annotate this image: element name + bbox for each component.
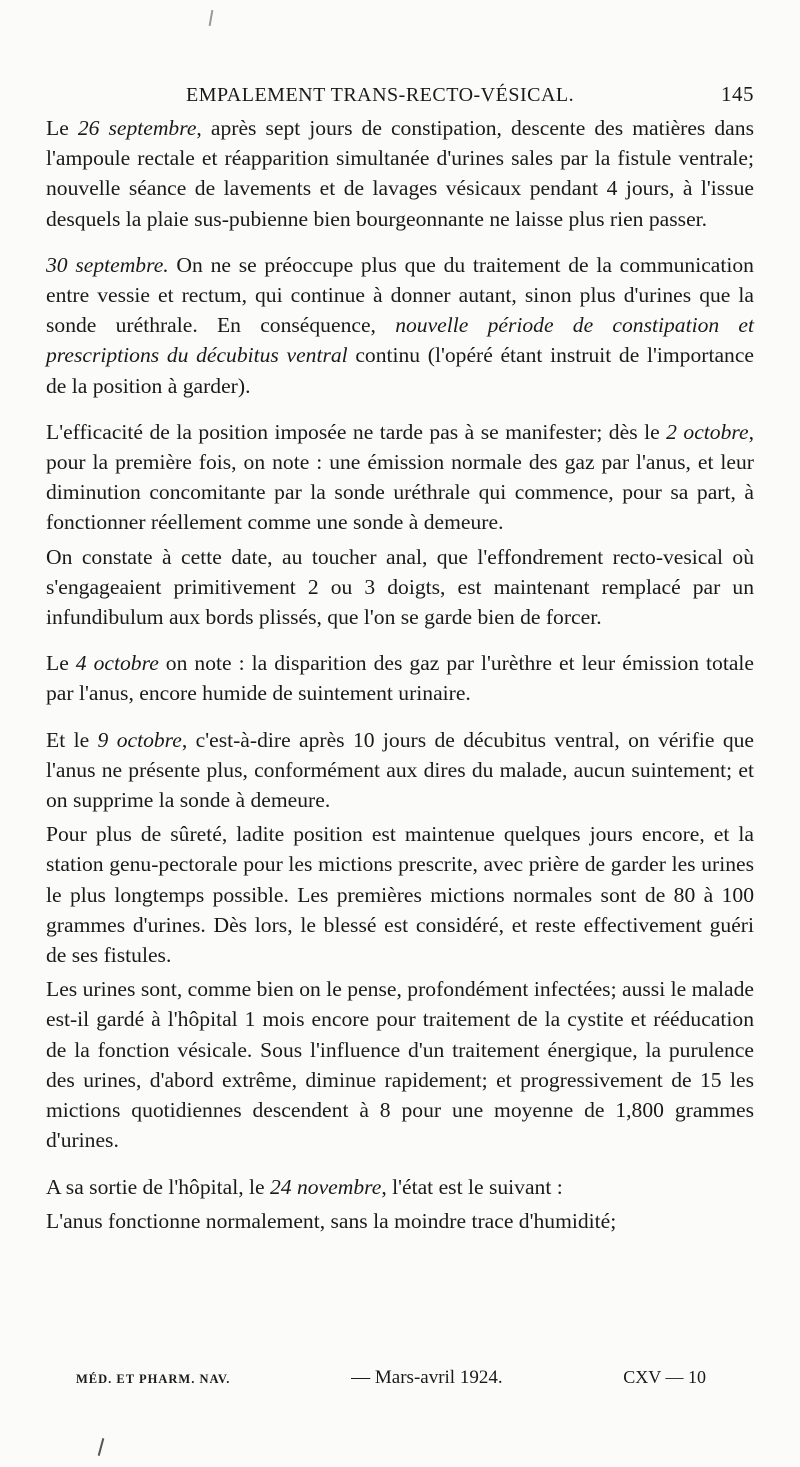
italic-run: 2 octobre <box>666 419 749 444</box>
footer-dash: — <box>351 1367 371 1388</box>
page-body <box>46 82 754 1236</box>
text-run: , c'est-à-dire après 10 jours de décubitus ventral, on vérifie que l'anus ne présente plus, conformément aux dires du malade, aucun suintement; et on supprime la sonde à demeure. <box>46 727 754 813</box>
paragraph-7 <box>46 819 754 970</box>
signature-mark: CXV — 10 <box>623 1367 706 1387</box>
italic-run: 9 octobre <box>97 727 182 752</box>
text-run: On constate à cette date, au toucher anal, que l'effondrement recto-vesical où s'engageaient primitivement 2 ou 3 doigts, est maintenant remplacé par un infundibulum aux bords plissés, que l'on se garde bien de forcer. <box>46 544 754 630</box>
text-run: Le <box>46 116 78 140</box>
text-run: L'anus fonctionne normalement, sans la moindre trace d'humidité; <box>46 1208 617 1233</box>
text-run: Pour plus de sûreté, ladite position est maintenue quelques jours encore, et la station genu-pectorale pour les mictions prescrite, avec prière de garder les urines le plus longtemps possible. Les premières mictions normales sont de 80 à 100 grammes d'urines. Dès lors, le blessé est considéré, et reste effectivement guéri de ses fistules. <box>46 822 754 968</box>
paragraph-1 <box>46 113 754 234</box>
italic-run: 26 septembre <box>77 116 197 140</box>
text-run: A sa sortie de l'hôpital, le <box>46 1174 270 1199</box>
text-block <box>46 113 754 1236</box>
top-mark <box>209 10 214 26</box>
running-title: EMPALEMENT TRANS-RECTO-VÉSICAL. <box>186 84 575 106</box>
text-run: L'efficacité de la position imposée ne tarde pas à se manifester; dès le <box>46 419 667 444</box>
paragraph-4 <box>46 542 754 633</box>
paragraph-8 <box>46 974 754 1155</box>
journal-name: MÉD. ET PHARM. NAV. <box>76 1372 231 1386</box>
paragraph-3 <box>46 417 754 538</box>
bottom-mark <box>98 1438 105 1456</box>
page-footer <box>76 1367 706 1389</box>
paragraph-9 <box>46 1172 754 1202</box>
paragraph-6 <box>46 725 754 816</box>
footer-date: Mars-avril 1924. <box>374 1367 503 1388</box>
paragraph-2 <box>46 250 754 401</box>
text-run: , après sept jours de constipation, descente des matières dans l'ampoule rectale et réapparition simultanée d'urines sales par la fistule ventrale; nouvelle séance de lavements et de lavages vésicaux pendant 4 jours, à l'issue desquels la plaie sus-pubienne bien bourgeonnante ne laisse plus rien passer. <box>46 116 754 231</box>
page-number: 145 <box>721 82 754 106</box>
running-header <box>46 82 754 107</box>
issue-date <box>351 1367 502 1389</box>
text-run: On ne se préoccupe plus que du traitement de la communication entre vessie et rectum, qui continue à donner autant, sinon plus d'urines que la sonde uréthrale. En conséquence, <box>46 252 754 338</box>
italic-run: 4 octobre <box>75 651 159 676</box>
italic-run: 24 novembre <box>269 1174 382 1199</box>
text-run: , l'état est le suivant : <box>381 1174 563 1199</box>
text-run: Le <box>46 651 76 676</box>
italic-run: 30 septembre. <box>46 252 169 277</box>
text-run: Et le <box>46 727 98 752</box>
text-run: , pour la première fois, on note : une émission normale des gaz par l'anus, et leur diminution concomitante par la sonde uréthrale qui commence, pour sa part, à fonctionner réellement comme une sonde à demeure. <box>46 419 754 535</box>
text-run: on note : la disparition des gaz par l'urèthre et leur émission totale par l'anus, encore humide de suintement urinaire. <box>46 651 754 706</box>
text-run: continu (l'opéré étant instruit de l'importance de la position à garder). <box>46 343 754 398</box>
paragraph-5 <box>46 648 754 708</box>
italic-run: nouvelle période de constipation et prescriptions du décubitus ventral <box>46 313 755 368</box>
paragraph-10 <box>46 1206 754 1236</box>
text-run: Les urines sont, comme bien on le pense, profondément infectées; aussi le malade est-il gardé à l'hôpital 1 mois encore pour traitement de la cystite et rééducation de la fonction vésicale. Sous l'influence d'un traitement énergique, la purulence des urines, d'abord extrême, diminue rapidement; et progressivement de 15 les mictions quotidiennes descendent à 8 pour une moyenne de 1,800 grammes d'urines. <box>46 977 754 1153</box>
